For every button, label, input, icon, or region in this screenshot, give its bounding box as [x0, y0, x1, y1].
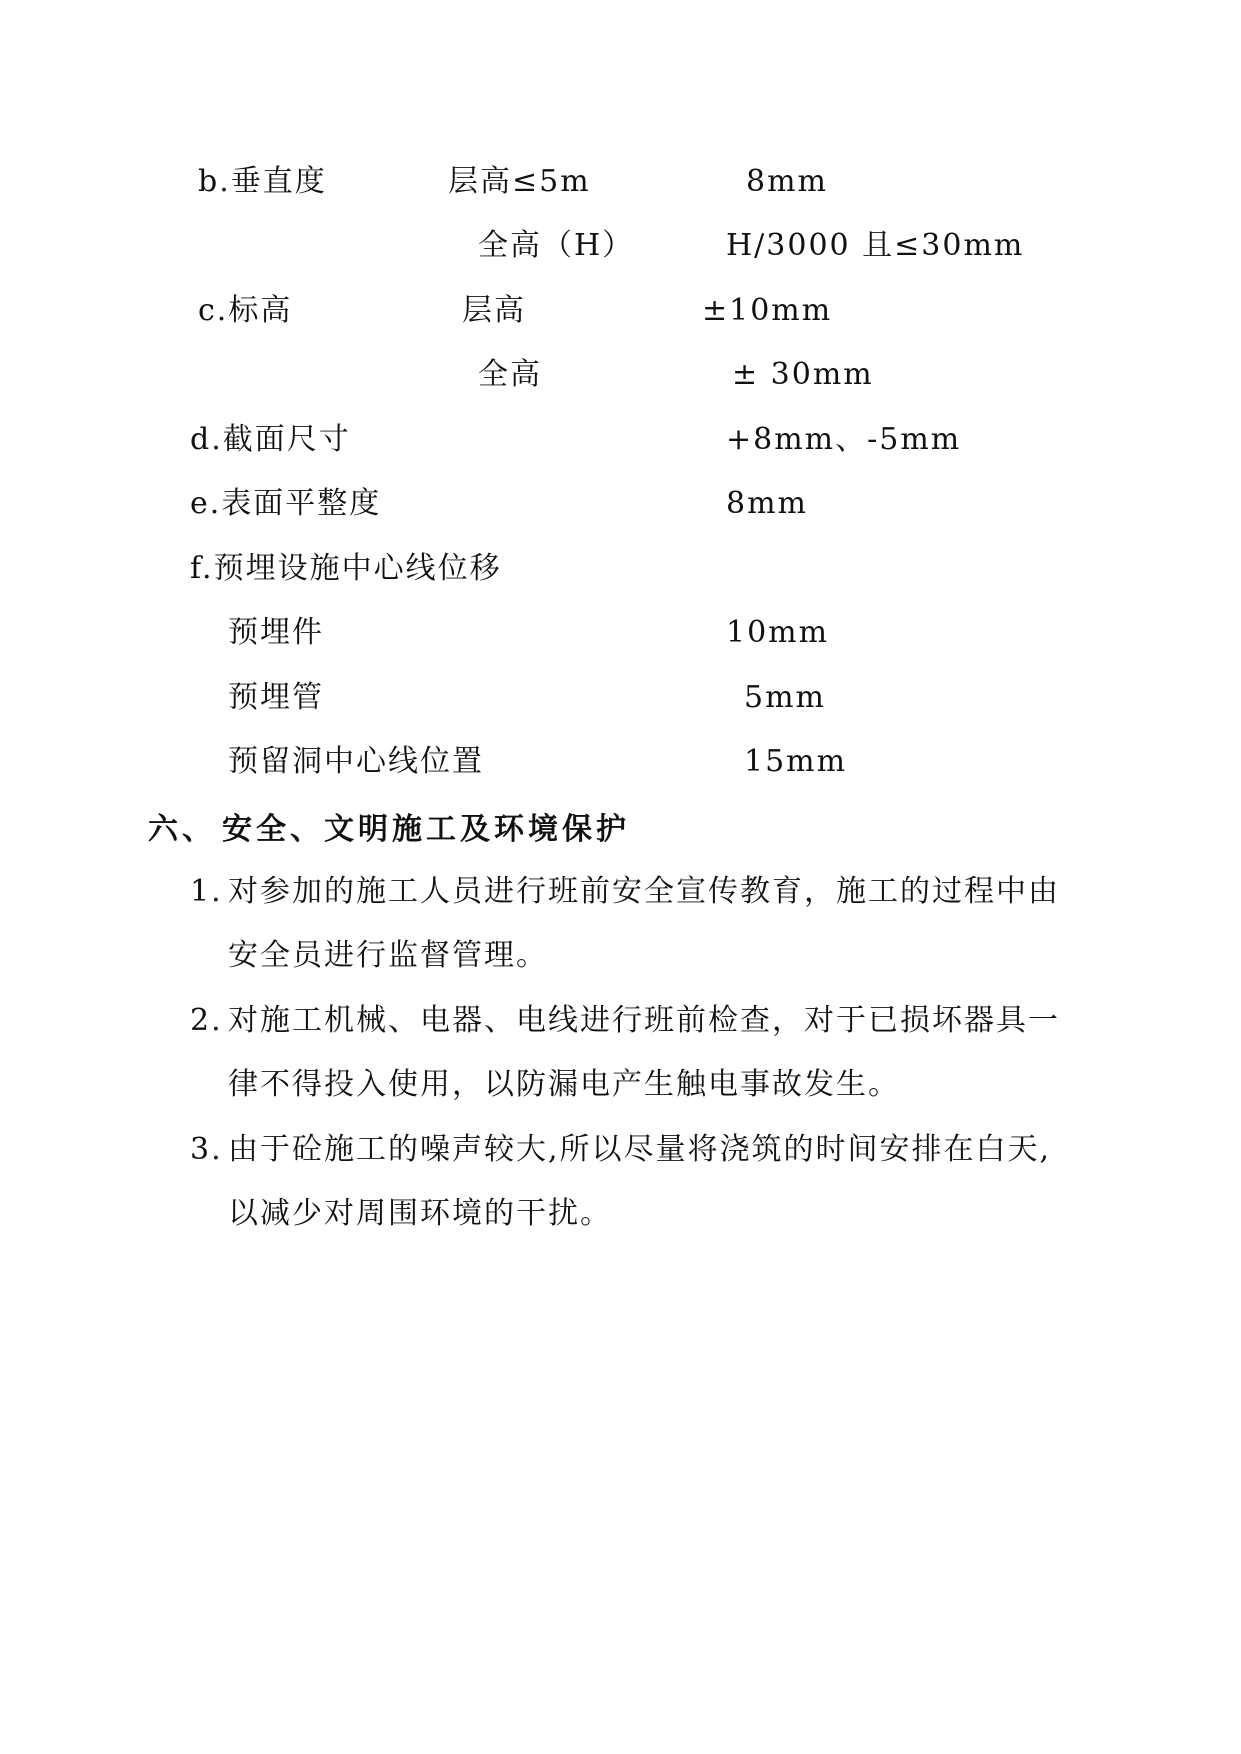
tolerance-b-sub1-value: 8mm: [746, 164, 828, 199]
tolerance-c-sub1-value: ±10mm: [702, 293, 833, 328]
tolerance-d-value: +8mm、-5mm: [726, 422, 962, 457]
tolerance-f-item-label: 预留洞中心线位置: [228, 744, 484, 779]
list-item-number: 3.: [190, 1132, 223, 1167]
list-item-line: 由于砼施工的噪声较大,所以尽量将浇筑的时间安排在白天,: [228, 1132, 1052, 1167]
tolerance-f-item-value: 5mm: [744, 680, 826, 715]
list-item-number: 2.: [190, 1003, 223, 1038]
tolerance-f-item-value: 15mm: [744, 744, 848, 779]
tolerance-e-value: 8mm: [726, 486, 808, 521]
section-heading: 安全、文明施工及环境保护: [222, 812, 630, 847]
tolerance-c-sub2-value: ± 30mm: [732, 357, 874, 392]
list-item-line: 安全员进行监督管理。: [228, 938, 548, 973]
tolerance-e-label: e.表面平整度: [190, 486, 382, 521]
list-item-line: 以减少对周围环境的干扰。: [228, 1196, 612, 1231]
tolerance-c-sub1-label: 层高: [462, 293, 526, 328]
tolerance-f-item-value: 10mm: [726, 615, 830, 650]
tolerance-b-label: b.垂直度: [198, 164, 327, 199]
section-heading-number: 六、: [148, 812, 216, 847]
tolerance-f-item-label: 预埋管: [228, 680, 324, 715]
tolerance-b-sub2-value: H/3000 且≤30mm: [726, 228, 1025, 263]
tolerance-c-sub2-label: 全高: [478, 357, 542, 392]
tolerance-f-label: f.预埋设施中心线位移: [190, 551, 502, 586]
list-item-line: 律不得投入使用，以防漏电产生触电事故发生。: [228, 1067, 900, 1102]
list-item-line: 对施工机械、电器、电线进行班前检查，对于已损坏器具一: [228, 1003, 1060, 1038]
tolerance-f-item-label: 预埋件: [228, 615, 324, 650]
tolerance-d-label: d.截面尺寸: [190, 422, 351, 457]
tolerance-b-sub1-label: 层高≤5m: [448, 164, 591, 199]
tolerance-c-label: c.标高: [198, 293, 293, 328]
list-item-line: 对参加的施工人员进行班前安全宣传教育，施工的过程中由: [228, 874, 1060, 909]
tolerance-b-sub2-label: 全高（H）: [478, 228, 635, 263]
list-item-number: 1.: [190, 874, 223, 909]
